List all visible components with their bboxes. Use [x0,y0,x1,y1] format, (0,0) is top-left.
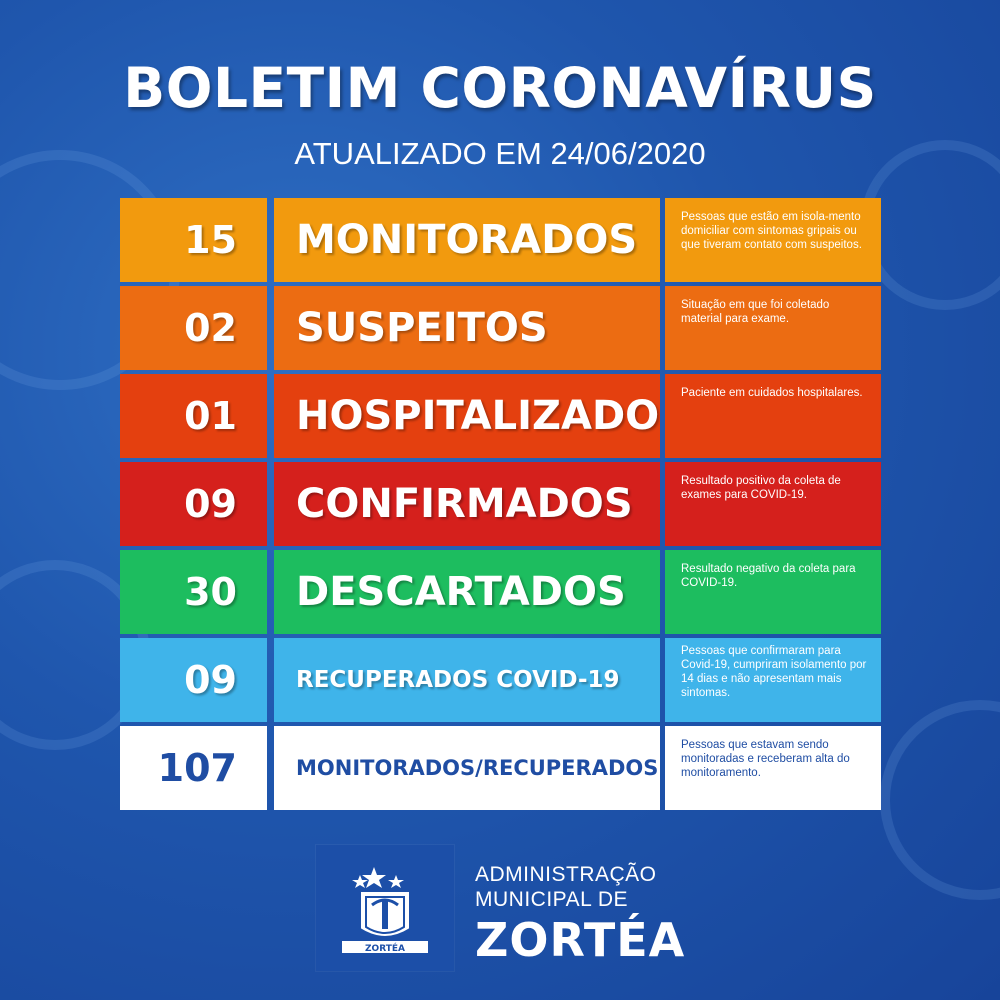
stat-row-suspeitos [120,286,881,370]
stat-label: SUSPEITOS [274,286,660,370]
coat-of-arms-icon [316,845,454,971]
stat-description: Paciente em cuidados hospitalares. [665,374,881,458]
stat-value: 09 [120,462,267,546]
footer-city-name: ZORTÉA [475,913,686,967]
stat-row-hospitalizado [120,374,881,458]
footer-line-1: ADMINISTRAÇÃO [475,863,657,886]
page-title: BOLETIM CORONAVÍRUS [123,56,877,120]
stat-label: RECUPERADOS COVID-19 [274,638,660,722]
stat-row-monitorados [120,198,881,282]
update-date: ATUALIZADO EM 24/06/2020 [294,136,706,171]
stat-description: Pessoas que estavam sendo monitoradas e receberam alta do monitoramento. [665,726,881,810]
stat-value: 02 [120,286,267,370]
stat-label: DESCARTADOS [274,550,660,634]
stat-description: Pessoas que estão em isola-mento domiciliar com sintomas gripais ou que tiveram contato com suspeitos. [665,198,881,282]
stat-value: 15 [120,198,267,282]
stat-row-recuperados [120,638,881,722]
background-virus-shape [880,700,1000,900]
stat-description: Pessoas que confirmaram para Covid-19, cumpriram isolamento por 14 dias e não apresentam mais sintomas. [665,638,881,722]
stat-value: 30 [120,550,267,634]
stat-label: CONFIRMADOS [274,462,660,546]
emblem-banner-text: ZORTÉA [365,944,405,954]
stat-row-monitorados-recuperados [120,726,881,810]
coat-of-arms-logo [316,845,454,971]
stat-label: MONITORADOS [274,198,660,282]
stat-description: Resultado negativo da coleta para COVID-19. [665,550,881,634]
stat-label: MONITORADOS/RECUPERADOS [274,726,660,810]
stat-description: Resultado positivo da coleta de exames para COVID-19. [665,462,881,546]
footer-line-2: MUNICIPAL DE [475,888,629,911]
footer-administration [475,862,685,968]
stat-label: HOSPITALIZADO [274,374,660,458]
stat-value: 01 [120,374,267,458]
stat-value: 09 [120,638,267,722]
stat-value: 107 [120,726,267,810]
stat-row-descartados [120,550,881,634]
stat-description: Situação em que foi coletado material para exame. [665,286,881,370]
stat-row-confirmados [120,462,881,546]
